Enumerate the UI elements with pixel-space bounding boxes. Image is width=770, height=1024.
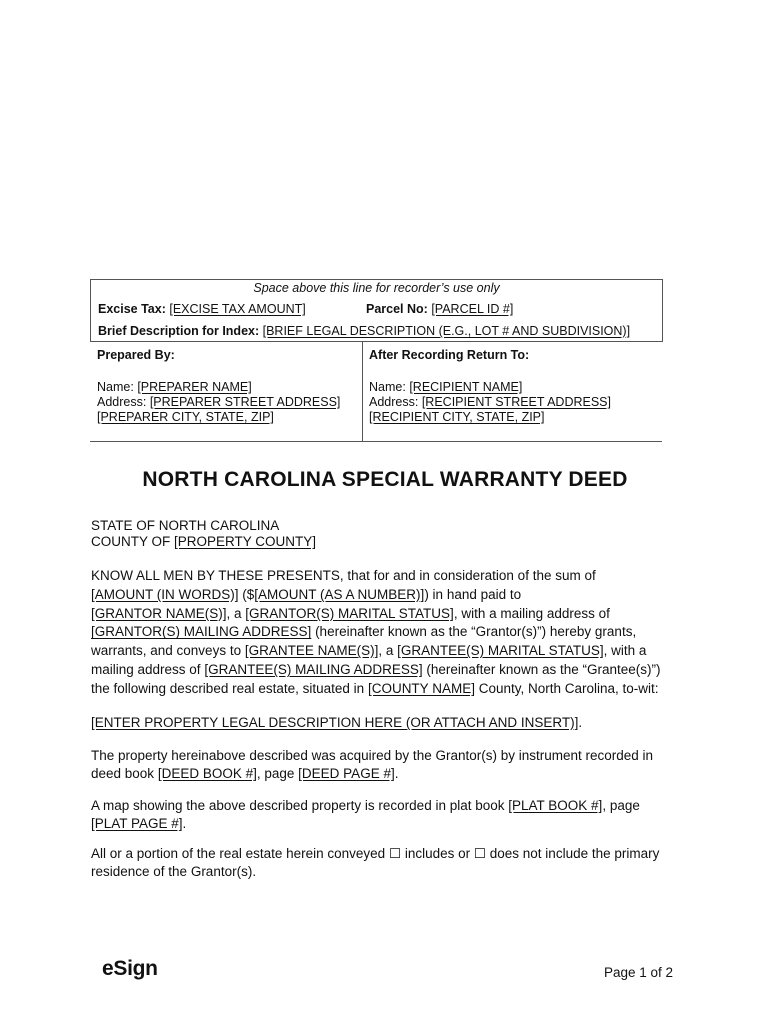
page-number: Page 1 of 2 [604,965,674,980]
excise-tax-value: [EXCISE TAX AMOUNT] [169,302,306,316]
brief-description-value: [BRIEF LEGAL DESCRIPTION (E.G., LOT # AND SUBDIVISION)] [262,324,631,338]
esign-logo: eSign [102,957,158,980]
parties-box [90,342,662,442]
prepared-by-heading: Prepared By: [97,348,175,362]
grantee-marital-status: [GRANTEE(S) MARITAL STATUS] [397,643,604,659]
plat-book: [PLAT BOOK #] [508,798,603,813]
amount-in-words: [AMOUNT (IN WORDS)] [91,586,239,602]
recipient-name: [RECIPIENT NAME] [409,380,523,394]
prepared-by-section [97,348,340,425]
document-title: NORTH CAROLINA SPECIAL WARRANTY DEED [142,468,628,491]
grantee-names: [GRANTEE NAME(S)] [244,643,379,659]
parcel-row [366,302,513,316]
legal-description: [ENTER PROPERTY LEGAL DESCRIPTION HERE (OR ATTACH AND INSERT)] [91,715,579,730]
recording-header [90,279,662,441]
recipient-city: [RECIPIENT CITY, STATE, ZIP] [369,410,545,424]
preparer-name: [PREPARER NAME] [137,380,252,394]
preparer-city: [PREPARER CITY, STATE, ZIP] [97,410,274,424]
plat-map-paragraph: A map showing the above described property is recorded in plat book [PLAT BOOK #], page [PLAT PAGE #]. [91,798,640,831]
preparer-city-line [97,410,340,425]
parties-divider [362,342,363,441]
grantee-mailing-address: [GRANTEE(S) MAILING ADDRESS] [204,661,423,677]
grantor-mailing-address: [GRANTOR(S) MAILING ADDRESS] [91,624,312,640]
preparer-address-line: Address: [PREPARER STREET ADDRESS] [97,395,341,409]
brief-description-label: Brief Description for Index: [98,324,260,338]
plat-page: [PLAT PAGE #] [91,815,183,831]
amount-as-number: [AMOUNT (AS A NUMBER)] [254,586,425,602]
legal-description-paragraph: [ENTER PROPERTY LEGAL DESCRIPTION HERE (OR ATTACH AND INSERT)]. [91,715,583,730]
recipient-city-line [369,410,611,425]
recipient-name-line: Name: [RECIPIENT NAME] [369,380,523,394]
county-line: COUNTY OF [PROPERTY COUNTY] [91,534,317,549]
parcel-value: [PARCEL ID #] [431,302,514,316]
brief-description-row [98,324,630,338]
acquired-paragraph: The property hereinabove described was acquired by the Grantor(s) by instrument recorded in deed book [DEED BOOK #], page [DEED PAGE #]. [91,748,654,781]
state-line: STATE OF NORTH CAROLINA [91,518,280,533]
consideration-paragraph: KNOW ALL MEN BY THESE PRESENTS, that for and in consideration of the sum of [AMOUNT (IN WORDS)] ($[AMOUNT (AS A NUMBER)]) in hand paid to [GRANTOR NAME(S)], a [GRANTOR(S) MARITAL STATUS], with a mailing address of [GRANTOR(S) MAILING ADDRESS] (hereinafter known as the “Grantor(s)”) hereby grants, warrants, and conveys to [GRANTEE NAME(S)], a [GRANTEE(S) MARITAL STATUS], with a mailing address of [GRANTEE(S) MAILING ADDRESS] (hereinafter known as the “Grantee(s)”) the following described real estate, situated in [COUNTY NAME] County, North Carolina, to-wit: [91,568,661,696]
return-to-section [369,348,611,425]
return-to-heading: After Recording Return To: [369,348,530,362]
recipient-address: [RECIPIENT STREET ADDRESS] [421,395,611,409]
county-name: [COUNTY NAME] [367,680,475,696]
recording-info-box [90,279,663,342]
grantor-marital-status: [GRANTOR(S) MARITAL STATUS] [245,605,454,621]
deed-book: [DEED BOOK #] [157,765,257,781]
recipient-address-line: Address: [RECIPIENT STREET ADDRESS] [369,395,611,409]
parcel-label: Parcel No: [366,302,428,316]
includes-checkbox[interactable]: ☐ [388,846,402,861]
recorder-note: Space above this line for recorder’s use only [253,281,500,295]
excise-tax-label: Excise Tax: [98,302,166,316]
excise-tax-row [98,302,306,316]
grantor-names: [GRANTOR NAME(S)] [91,605,227,621]
property-county: [PROPERTY COUNTY] [174,534,317,549]
residence-paragraph: All or a portion of the real estate herein conveyed ☐ includes or ☐ does not include the primary residence of the Grantor(s). [91,846,660,879]
preparer-name-line: Name: [PREPARER NAME] [97,380,252,394]
venue-block [91,518,686,550]
deed-page: [DEED PAGE #] [298,765,395,781]
does-not-include-checkbox[interactable]: ☐ [473,846,486,861]
preparer-address: [PREPARER STREET ADDRESS] [149,395,341,409]
